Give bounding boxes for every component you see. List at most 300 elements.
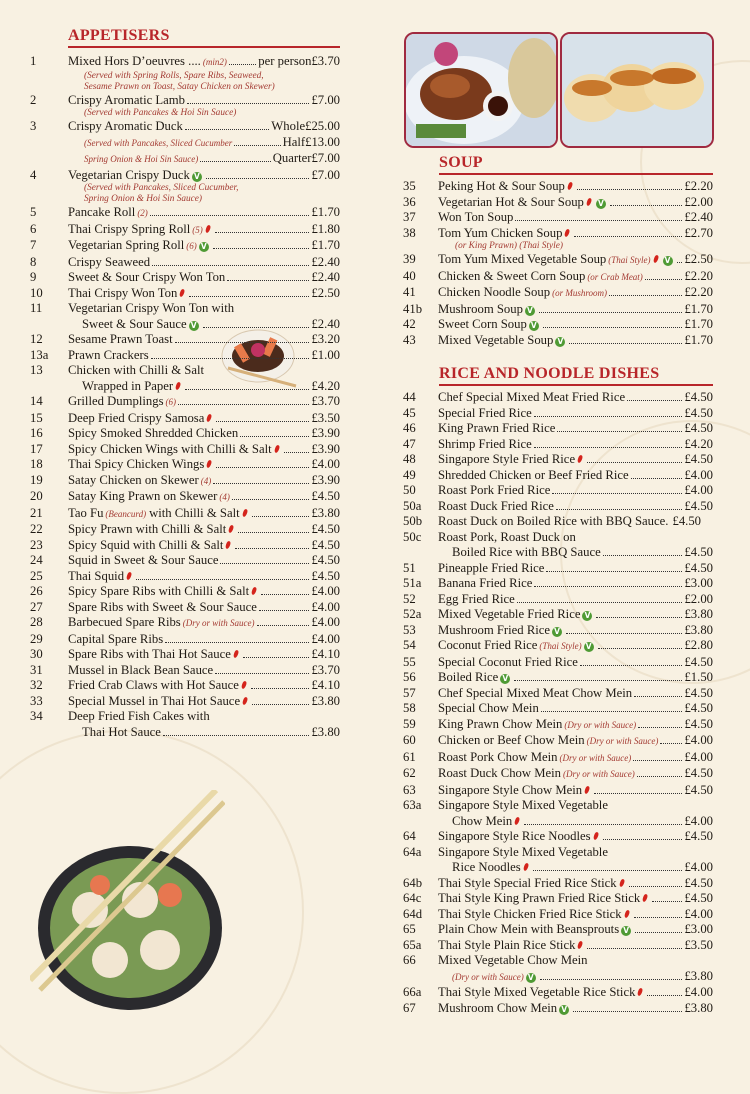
menu-item: [403, 576, 713, 592]
item-line: [438, 285, 713, 302]
menu-item: [403, 750, 713, 767]
menu-item: [403, 701, 713, 717]
menu-item: [403, 333, 713, 349]
item-number: 18: [30, 457, 43, 471]
menu-item: [30, 363, 340, 394]
item-name: Coconut Fried Rice: [438, 638, 538, 652]
item-number: 26: [30, 584, 43, 598]
menu-item: [403, 670, 713, 686]
item-line: [438, 514, 713, 530]
menu-item: [30, 332, 340, 348]
item-line: [68, 522, 340, 538]
item-note: (min2): [202, 57, 227, 67]
item-price: £3.50: [311, 410, 340, 425]
item-line: [68, 332, 340, 348]
item-line: [438, 406, 713, 422]
item-line: [68, 411, 340, 427]
item-price: £3.00: [684, 922, 713, 936]
item-number: 58: [403, 701, 416, 715]
item-name: Chicken with Chilli & Salt: [68, 363, 205, 377]
leader-dots: [284, 452, 310, 453]
item-name-continued: with Chilli & Salt: [149, 505, 240, 520]
item-note: (5): [192, 224, 203, 235]
leader-dots: [189, 296, 309, 297]
item-number: 67: [403, 1000, 416, 1015]
chili-icon: [652, 255, 658, 264]
menu-item: [403, 437, 713, 453]
item-number: 37: [403, 210, 416, 224]
item-line: [438, 195, 713, 211]
item-price: £4.00: [684, 483, 713, 497]
leader-dots: [557, 431, 682, 432]
item-price: £3.80: [311, 505, 340, 520]
menu-item: [403, 953, 713, 985]
leader-dots: [634, 917, 683, 918]
item-line: [438, 829, 713, 845]
item-number: 20: [30, 489, 43, 503]
menu-item: [30, 632, 340, 648]
menu-item: [403, 452, 713, 468]
item-line: [68, 489, 340, 506]
item-line: [68, 363, 340, 379]
vegetarian-icon: V: [663, 256, 673, 266]
item-name: Deep Fried Crispy Samosa: [68, 410, 205, 425]
item-number: 65: [403, 922, 416, 936]
item-number: 35: [403, 179, 416, 193]
leader-dots: [257, 625, 310, 626]
item-description: Spring Onion & Hoi Sin Sauce): [84, 194, 203, 204]
leader-dots: [594, 793, 682, 794]
item-name: Roast Duck Fried Rice: [438, 498, 554, 513]
item-number: 15: [30, 410, 43, 425]
menu-item: [30, 457, 340, 473]
leader-dots: [638, 727, 682, 728]
item-line: [438, 670, 713, 686]
menu-item: [403, 210, 713, 226]
item-name: Won Ton Soup: [438, 210, 514, 224]
item-price: £4.50: [684, 498, 713, 513]
item-line: [68, 93, 340, 109]
item-number: 25: [30, 568, 43, 583]
menu-item: [403, 406, 713, 422]
leader-dots: [514, 680, 682, 681]
item-number: 13a: [30, 347, 49, 362]
item-price: £2.20: [684, 268, 713, 283]
item-line: [438, 876, 713, 892]
menu-item: [403, 798, 713, 829]
item-price: £2.40: [311, 270, 340, 284]
item-price: £4.00: [311, 457, 340, 471]
item-line: [438, 499, 713, 515]
leader-dots: [517, 602, 683, 603]
item-number: 44: [403, 390, 416, 404]
item-name: Satay Chicken on Skewer: [68, 472, 199, 487]
item-price: £3.70: [311, 54, 340, 68]
menu-item: [30, 506, 340, 523]
item-line: [438, 733, 713, 750]
item-line: [68, 678, 340, 694]
item-name: Mixed Vegetable Chow Mein: [438, 953, 588, 967]
chili-icon: [225, 540, 231, 549]
menu-item: [403, 783, 713, 799]
vegetarian-icon: V: [621, 926, 631, 936]
item-price: £1.70: [311, 205, 340, 219]
leader-dots: [165, 642, 309, 643]
item-number: 33: [30, 693, 43, 708]
item-number: 53: [403, 622, 416, 637]
item-number: 50b: [403, 514, 423, 528]
item-description: Sesame Prawn on Toast, Satay Chicken on Skewer): [84, 81, 275, 92]
leader-dots: [556, 509, 683, 510]
leader-dots: [215, 232, 310, 233]
leader-dots: [603, 555, 683, 556]
menu-item: [403, 421, 713, 437]
chili-icon: [241, 508, 247, 517]
item-number: 62: [403, 766, 416, 780]
item-price: £4.50: [684, 421, 713, 435]
item-name: Singapore Style Rice Noodles: [438, 829, 591, 843]
chili-icon: [241, 681, 247, 690]
item-price: £2.80: [684, 638, 713, 652]
item-price: £4.50: [684, 560, 713, 575]
item-line: [438, 623, 713, 639]
item-price: £2.50: [311, 285, 340, 300]
item-number: 13: [30, 363, 43, 377]
item-name: Roast Pork Chow Mein: [438, 749, 558, 764]
item-line-continued: [438, 969, 713, 986]
item-price: £4.50: [311, 522, 340, 536]
menu-item: [30, 442, 340, 458]
item-name: Chicken & Sweet Corn Soup: [438, 268, 586, 283]
item-name: Spare Ribs with Sweet & Sour Sauce: [68, 599, 257, 614]
item-note: (Thai Style): [608, 255, 651, 265]
item-name-continued: Boiled Rice with BBQ Sauce: [452, 545, 601, 559]
item-name: Mixed Hors D’oeuvres ....: [68, 54, 201, 68]
item-price: £1.80: [311, 221, 340, 236]
chili-icon: [586, 197, 592, 206]
leader-dots: [206, 178, 310, 179]
vegetarian-icon: V: [525, 306, 535, 316]
leader-dots: [587, 462, 682, 463]
item-name: Banana Fried Rice: [438, 576, 533, 590]
leader-dots: [645, 279, 683, 280]
leader-dots: [534, 586, 682, 587]
item-note: (4): [219, 492, 230, 502]
chili-icon: [642, 894, 648, 903]
menu-item: [30, 615, 340, 632]
item-name-continued: Chow Mein: [452, 813, 513, 828]
item-line-continued: [68, 379, 340, 395]
right-column: [403, 0, 713, 1016]
item-price: £4.00: [311, 615, 340, 629]
item-line: [438, 530, 713, 546]
item-number: 56: [403, 670, 416, 684]
item-price: £3.80: [311, 693, 340, 708]
item-name: Squid in Sweet & Sour Sauce: [68, 553, 219, 567]
item-line: [438, 985, 713, 1001]
item-price: £3.50: [684, 937, 713, 952]
item-number: 32: [30, 678, 43, 692]
item-line: [438, 483, 713, 499]
chili-icon: [233, 650, 239, 659]
item-number: 64c: [403, 891, 422, 905]
leader-dots: [200, 161, 270, 162]
item-price: £4.00: [684, 467, 713, 482]
menu-item: [30, 600, 340, 616]
portion-label: Quarter: [272, 151, 312, 165]
item-line: [68, 205, 340, 222]
leader-dots: [259, 610, 310, 611]
item-line: [438, 452, 713, 468]
menu-item: [403, 1001, 713, 1017]
item-number: 11: [30, 301, 43, 315]
portion-label: per person: [258, 54, 312, 68]
menu-item: [403, 717, 713, 734]
item-name: Singapore Style Fried Rice: [438, 452, 576, 466]
item-note: (6): [165, 397, 177, 407]
item-name: Chef Special Mixed Meat Chow Mein: [438, 685, 633, 700]
item-line: [438, 766, 713, 783]
item-line: [68, 709, 340, 725]
vegetarian-icon: V: [192, 172, 202, 182]
item-name: King Prawn Chow Mein: [438, 716, 563, 731]
item-name: Vegetarian Crispy Won Ton with: [68, 301, 235, 315]
item-price: £4.00: [684, 860, 713, 874]
item-price: £4.10: [311, 678, 340, 692]
item-name: Egg Fried Rice: [438, 591, 515, 606]
item-name: Mushroom Fried Rice: [438, 622, 551, 637]
item-name: Pancake Roll: [68, 205, 136, 219]
item-line-continued: [68, 317, 340, 333]
menu-item: [30, 205, 340, 222]
item-line-continued: [438, 814, 713, 830]
item-price: £4.50: [684, 452, 713, 466]
chili-icon: [273, 444, 279, 453]
item-price: £4.00: [684, 733, 713, 747]
item-price: £4.50: [684, 654, 713, 669]
item-line: [438, 907, 713, 923]
leader-dots: [251, 688, 310, 689]
item-number: 60: [403, 733, 416, 747]
item-price: £3.90: [311, 472, 340, 487]
item-price: £7.00: [311, 151, 340, 165]
leader-dots: [185, 129, 269, 130]
soup-list: [403, 179, 713, 348]
item-description: (or King Prawn) (Thai Style): [455, 241, 563, 251]
item-number: 46: [403, 421, 416, 435]
item-number: 31: [30, 662, 43, 677]
item-price: £3.00: [684, 576, 713, 590]
item-name: Pineapple Fried Rice: [438, 560, 545, 575]
item-line: [68, 238, 340, 255]
chili-icon: [242, 696, 248, 705]
item-line: [438, 210, 713, 226]
menu-item: [403, 317, 713, 333]
item-price: £3.80: [311, 724, 340, 739]
chili-icon: [522, 863, 528, 872]
leader-dots: [587, 948, 682, 949]
item-number: 14: [30, 394, 43, 408]
menu-item: [30, 93, 340, 120]
item-name: Thai Style Special Fried Rice Stick: [438, 875, 617, 890]
item-line: [438, 317, 713, 333]
vegetarian-icon: V: [526, 973, 536, 983]
menu-item: [30, 54, 340, 93]
item-number: 41: [403, 285, 416, 299]
item-line: [438, 226, 713, 242]
menu-item: [403, 285, 713, 302]
item-number: 43: [403, 332, 416, 347]
item-note: (Dry or with Sauce): [452, 971, 524, 982]
item-number: 64: [403, 829, 416, 843]
item-name: Fried Crab Claws with Hot Sauce: [68, 678, 239, 692]
item-name: Tom Yum Chicken Soup: [438, 225, 563, 240]
chili-icon: [623, 909, 629, 918]
item-number: 30: [30, 647, 43, 661]
item-line: [438, 1001, 713, 1017]
item-price: £25.00: [305, 119, 340, 133]
item-name: Singapore Style Chow Mein: [438, 782, 583, 797]
menu-item: [403, 686, 713, 702]
item-number: 17: [30, 441, 43, 456]
item-price: £3.70: [311, 394, 340, 408]
item-line: [68, 222, 340, 239]
menu-item: [30, 238, 340, 255]
leader-dots: [629, 886, 683, 887]
menu-item: [403, 390, 713, 406]
item-number: 64a: [403, 844, 422, 859]
item-line: [68, 584, 340, 600]
item-name: Crispy Seaweed: [68, 254, 151, 269]
leader-dots: [539, 312, 683, 313]
item-name: Plain Chow Mein with Beansprouts: [438, 922, 620, 936]
item-name: Sweet & Sour Crispy Won Ton: [68, 270, 226, 284]
item-line-continued: [438, 860, 713, 876]
vegetarian-icon: V: [582, 611, 592, 621]
item-name: Crispy Aromatic Lamb: [68, 92, 185, 107]
item-price: £2.40: [684, 210, 713, 224]
vegetarian-icon: V: [596, 199, 606, 209]
item-number: 1: [30, 54, 37, 68]
chili-icon: [126, 571, 132, 580]
chili-icon: [564, 228, 570, 237]
item-number: 40: [403, 268, 416, 283]
item-number: 47: [403, 436, 416, 451]
rice-noodle-list: [403, 390, 713, 1016]
item-name: Prawn Crackers: [68, 347, 149, 362]
item-name: Vegetarian Spring Roll: [68, 238, 185, 252]
item-line: [68, 426, 340, 442]
item-line: [438, 798, 713, 814]
item-line: [438, 561, 713, 577]
leader-dots: [603, 839, 683, 840]
item-line: [68, 553, 340, 569]
item-line: [438, 607, 713, 623]
menu-item: [403, 468, 713, 484]
leader-dots: [540, 979, 683, 980]
chili-icon: [567, 182, 573, 191]
item-price: £4.50: [684, 716, 713, 731]
item-line: [438, 269, 713, 286]
menu-item: [30, 473, 340, 490]
leader-dots: [652, 901, 682, 902]
item-price: £3.80: [684, 1000, 713, 1015]
item-price: £2.40: [311, 316, 340, 331]
menu-item: [30, 647, 340, 663]
leader-dots: [569, 343, 682, 344]
leader-dots: [634, 696, 682, 697]
item-name: Spicy Prawn with Chilli & Salt: [68, 522, 227, 536]
item-name: Special Mussel in Thai Hot Sauce: [68, 693, 241, 708]
item-price: £3.70: [311, 662, 340, 677]
menu-item: [403, 985, 713, 1001]
item-price: £3.90: [311, 441, 340, 456]
item-line: [68, 632, 340, 648]
item-name: Vegetarian Crispy Duck: [68, 167, 190, 182]
leader-dots: [637, 776, 683, 777]
leader-dots: [220, 563, 309, 564]
item-price: £2.00: [684, 591, 713, 606]
menu-item: [30, 119, 340, 168]
item-number: 51a: [403, 576, 422, 590]
item-line: [438, 717, 713, 734]
item-number: 39: [403, 252, 416, 266]
item-price: £3.80: [684, 607, 713, 621]
item-name-continued: Wrapped in Paper: [82, 378, 174, 393]
item-name: Sweet Corn Soup: [438, 317, 527, 331]
item-number: 5: [30, 205, 37, 219]
item-price: £4.20: [684, 436, 713, 451]
leader-dots: [216, 421, 309, 422]
item-number: 63: [403, 782, 416, 797]
item-line: [438, 390, 713, 406]
item-line: [68, 442, 340, 458]
chili-icon: [251, 587, 257, 596]
item-line: [68, 615, 340, 632]
item-name: Spicy Chicken Wings with Chilli & Salt: [68, 441, 272, 456]
item-number: 65a: [403, 937, 422, 952]
leader-dots: [215, 673, 309, 674]
section-heading-appetisers: APPETISERS: [68, 27, 340, 48]
vegetarian-icon: V: [199, 242, 209, 252]
item-name: Shredded Chicken or Beef Fried Rice: [438, 467, 629, 482]
item-price: £4.50: [311, 489, 340, 503]
item-line: [68, 663, 340, 679]
item-number: 50: [403, 483, 416, 497]
item-number: 50c: [403, 529, 422, 544]
item-price: £4.50: [311, 537, 340, 552]
item-name: Mixed Vegetable Fried Rice: [438, 607, 581, 621]
item-name-continued: Rice Noodles: [452, 860, 521, 874]
leader-dots: [185, 389, 309, 390]
leader-dots: [213, 248, 310, 249]
item-number: 52: [403, 591, 416, 606]
item-name: Mussel in Black Bean Sauce: [68, 662, 214, 677]
chili-icon: [637, 988, 643, 997]
vegetarian-icon: V: [500, 674, 510, 684]
item-line: [438, 922, 713, 938]
item-price: £4.00: [684, 985, 713, 999]
leader-dots: [631, 478, 683, 479]
item-name: Chef Special Mixed Meat Fried Rice: [438, 390, 626, 404]
item-price: £4.50: [311, 568, 340, 583]
item-number: 64b: [403, 875, 423, 890]
item-line: [68, 538, 340, 554]
item-name: Thai Crispy Won Ton: [68, 285, 178, 300]
item-number: 3: [30, 119, 37, 133]
item-number: 22: [30, 522, 43, 536]
item-name: Roast Pork Fried Rice: [438, 483, 551, 497]
